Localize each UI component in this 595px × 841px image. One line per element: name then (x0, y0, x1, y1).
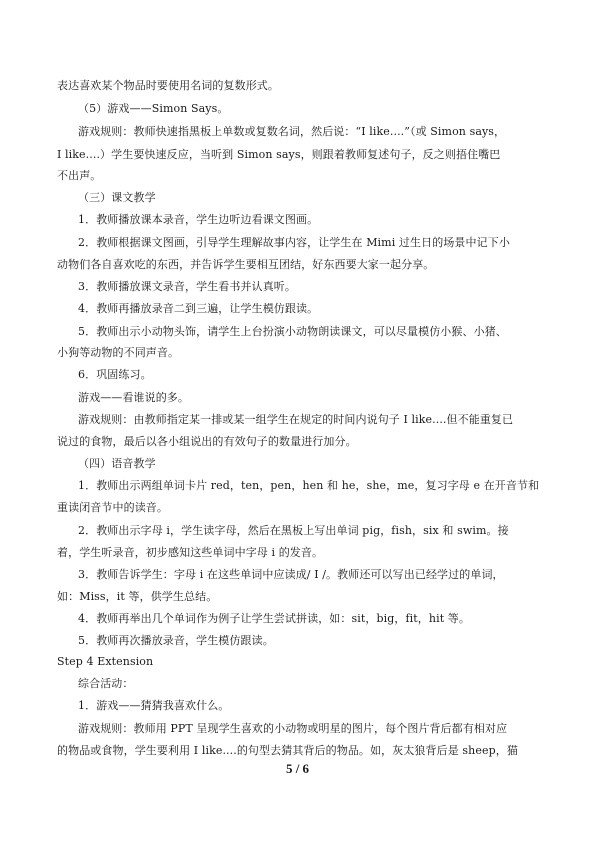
text-line: 4．教师再举出几个单词作为例子让学生尝试拼读，如：sit，big，fit，hit 等。 (78, 612, 471, 625)
text-line: 1．教师播放课本录音，学生边听边看课文图画。 (78, 213, 319, 226)
text-line: 6．巩固练习。 (78, 368, 152, 381)
text-line: 重读闭音节中的读音。 (57, 501, 168, 514)
text-line: 1．游戏——猜猜我喜欢什么。 (78, 699, 230, 712)
text-line: 如：Miss，it 等，供学生总结。 (57, 590, 218, 603)
section-heading: Step 4 Extension (57, 655, 154, 668)
text-line: 3．教师播放课文录音，学生看书并认真听。 (78, 280, 296, 293)
text-line: 3．教师告诉学生：字母 i 在这些单词中应读成/ I /。教师还可以写出已经学过的单词， (78, 568, 504, 581)
text-line: 动物们各自喜欢吃的东西，并告诉学生要相互团结，好东西要大家一起分享。 (57, 258, 435, 271)
text-line: I like....）学生要快速反应，当听到 Simon says，则跟着教师复述句子，反之则捂住嘴巴 (57, 148, 501, 161)
text-line: 不出声。 (57, 169, 102, 182)
text-line: 表达喜欢某个物品时要使用名词的复数形式。 (57, 79, 279, 92)
text-line: 游戏规则：教师快速指黑板上单数或复数名词，然后说：“I like....”（或 Simon says， (78, 125, 506, 138)
section-heading: （四）语音教学 (78, 457, 156, 470)
section-heading: （三）课文教学 (78, 191, 156, 204)
text-line: 游戏——看谁说的多。 (78, 391, 189, 404)
text-line: 游戏规则：教师用 PPT 呈现学生喜欢的小动物或明星的图片，每个图片背后都有相对应 (78, 722, 508, 735)
text-line: 游戏规则：由教师指定某一排或某一组学生在规定的时间内说句子 I like....但不能重复已 (78, 413, 514, 426)
page-number: 5 / 6 (285, 761, 310, 776)
text-line: 2．教师出示字母 i，学生读字母，然后在黑板上写出单词 pig，fish，six 和 swim。接 (78, 524, 509, 537)
text-line: 5．教师出示小动物头饰，请学生上台扮演小动物朗读课文，可以尽量模仿小猴、小猪、 (78, 325, 507, 338)
section-heading: （5）游戏——Simon Says。 (78, 102, 229, 115)
text-line: 5．教师再次播放录音，学生模仿跟读。 (78, 634, 274, 647)
text-line: 2．教师根据课文图画，引导学生理解故事内容，让学生在 Mimi 过生日的场景中记下小 (78, 236, 510, 249)
text-line: 着，学生听录音，初步感知这些单词中字母 i 的发音。 (57, 546, 324, 559)
text-line: 小狗等动物的不同声音。 (57, 346, 180, 359)
text-line: 综合活动： (78, 677, 134, 690)
text-line: 的物品或食物，学生要利用 I like....的句型去猜其背后的物品。如，灰太狼背后是 sheep，猫 (57, 744, 518, 757)
text-line: 说过的食物，最后以各小组说出的有效句子的数量进行加分。 (57, 435, 357, 448)
text-line: 1．教师出示两组单词卡片 red，ten，pen，hen 和 he，she，me，复习字母 e 在开音节和 (78, 479, 540, 492)
text-line: 4．教师再播放录音二到三遍，让学生模仿跟读。 (78, 302, 319, 315)
